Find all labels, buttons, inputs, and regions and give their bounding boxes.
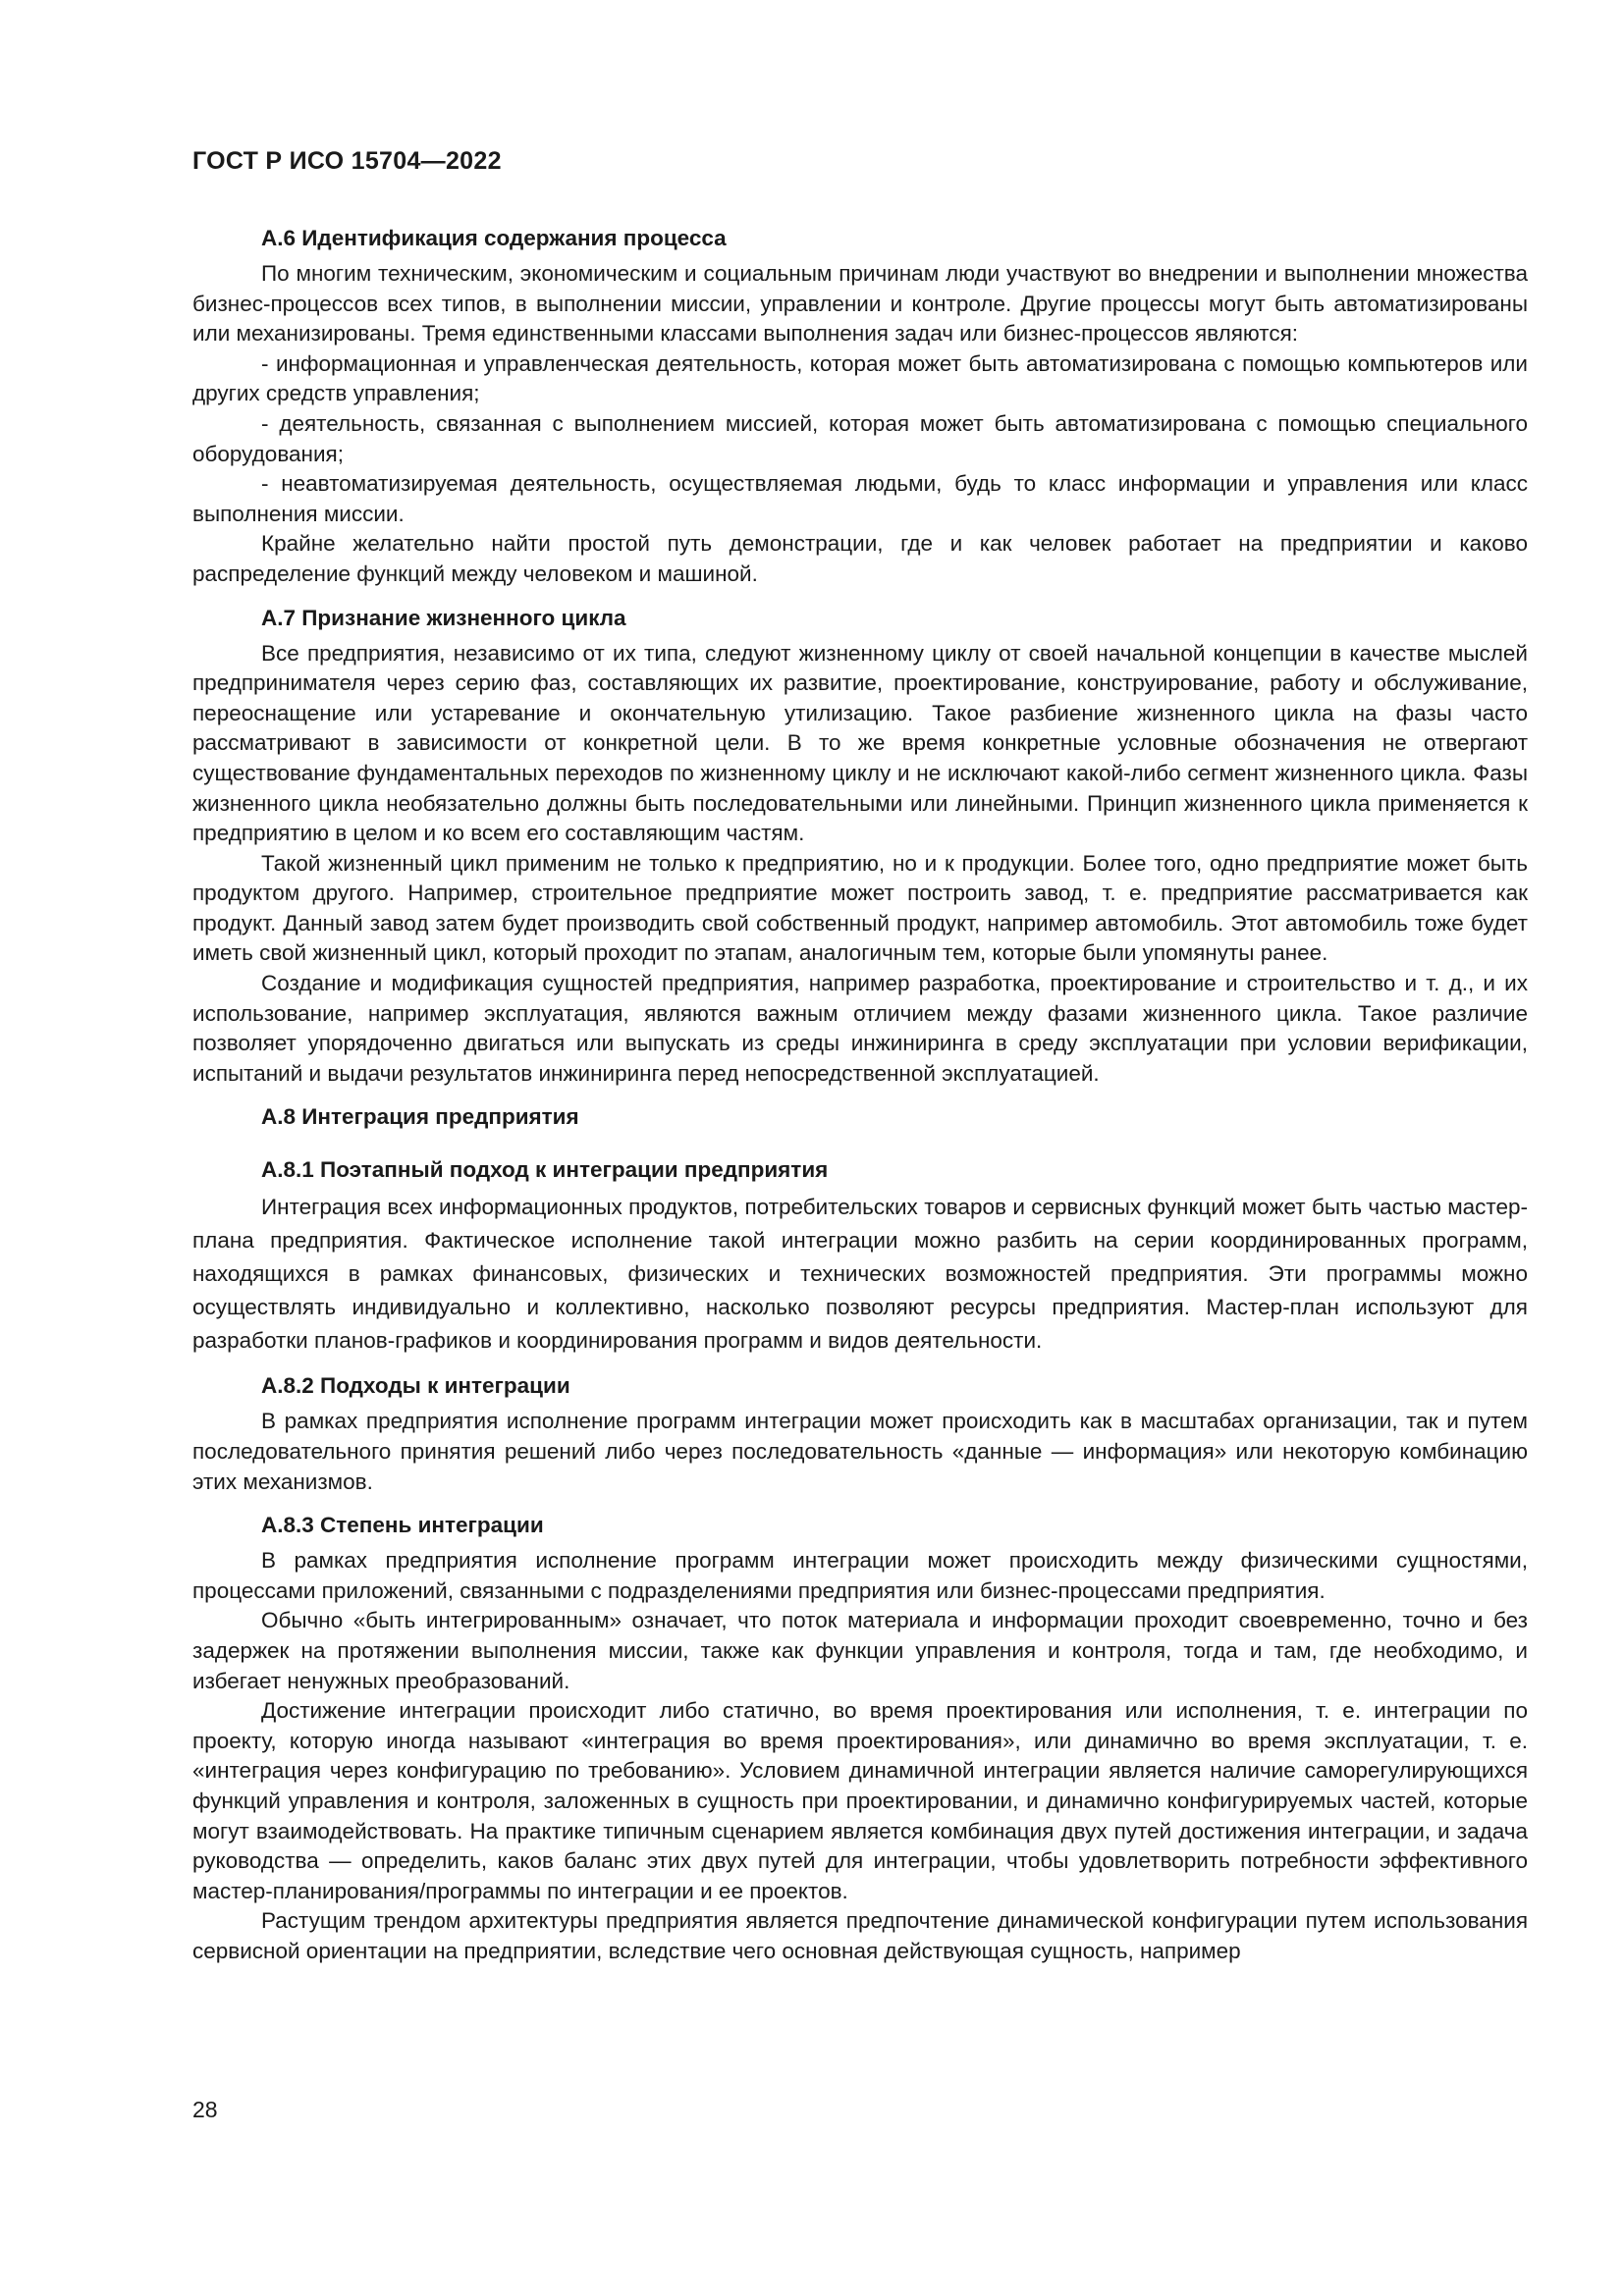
section-a81-heading: А.8.1 Поэтапный подход к интеграции предприятия bbox=[261, 1157, 829, 1183]
section-a6-list-item: - неавтоматизируемая деятельность, осуществляемая людьми, будь то класс информации и управления или класс выполнения миссии. bbox=[192, 471, 1528, 526]
page-content bbox=[192, 224, 1528, 1967]
section-a6-paragraph: Крайне желательно найти простой путь демонстрации, где и как человек работает на предприятии и каково распределение функций между человеком и машиной. bbox=[192, 531, 1528, 586]
section-a6-heading: А.6 Идентификация содержания процесса bbox=[261, 226, 727, 250]
section-a7-paragraph: Создание и модификация сущностей предприятия, например разработка, проектирование и строительство и т. д., и их использование, например эксплуатация, являются важным отличием между фазами жизненного цикла. Такое различие позволяет упорядоченно двигаться или выпускать из среды инжиниринга в среду эксплуатации при условии верификации, испытаний и выдачи результатов инжиниринга перед непосредственной эксплуатацией. bbox=[192, 971, 1528, 1086]
section-a7-paragraph: Все предприятия, независимо от их типа, следуют жизненному циклу от своей начальной концепции в качестве мыслей предпринимателя через серию фаз, составляющих их развитие, проектирование, конструирование, работу и обслуживание, переоснащение или устаревание и окончательную утилизацию. Такое разбиение жизненного цикла на фазы часто рассматривают в зависимости от конкретной цели. В то же время конкретные условные обозначения не отвергают существование фундаментальных переходов по жизненному циклу и не исключают какой-либо сегмент жизненного цикла. Фазы жизненного цикла необязательно должны быть последовательными или линейными. Принцип жизненного цикла применяется к предприятию в целом и ко всем его составляющим частям. bbox=[192, 640, 1528, 846]
section-a6-list-item: - деятельность, связанная с выполнением миссией, которая может быть автоматизирована с помощью специального оборудования; bbox=[192, 410, 1528, 466]
section-a8-heading: А.8 Интеграция предприятия bbox=[261, 1104, 579, 1130]
section-a83-paragraph: Растущим трендом архитектуры предприятия является предпочтение динамической конфигурации путем использования сервисной ориентации на предприятии, вследствие чего основная действующая сущность, например bbox=[192, 1908, 1528, 1963]
section-a7-heading: А.7 Признание жизненного цикла bbox=[261, 605, 626, 630]
standard-header: ГОСТ Р ИСО 15704—2022 bbox=[192, 147, 502, 175]
section-a82-paragraph: В рамках предприятия исполнение программ интеграции может происходить как в масштабах организации, так и путем последовательного принятия решений либо через последовательность «данные — информация» или некоторую комбинацию этих механизмов. bbox=[192, 1409, 1528, 1494]
section-a81-paragraph: Интеграция всех информационных продуктов, потребительских товаров и сервисных функций может быть частью мастер-плана предприятия. Фактическое исполнение такой интеграции можно разбить на серии координированных программ, находящихся в рамках финансовых, физических и технических возможностей предприятия. Эти программы можно осуществлять индивидуально и коллективно, насколько позволяют ресурсы предприятия. Мастер-план используют для разработки планов-графиков и координирования программ и видов деятельности. bbox=[192, 1195, 1528, 1354]
section-a83-paragraph: В рамках предприятия исполнение программ интеграции может происходить между физическими сущностями, процессами приложений, связанными с подразделениями предприятия или бизнес-процессами предприятия. bbox=[192, 1548, 1528, 1603]
section-a7-paragraph: Такой жизненный цикл применим не только к предприятию, но и к продукции. Более того, одно предприятие может быть продуктом другого. Например, строительное предприятие может построить завод, т. е. предприятие рассматривается как продукт. Данный завод затем будет производить свой собственный продукт, например автомобиль. Этот автомобиль тоже будет иметь свой жизненный цикл, который проходит по этапам, аналогичным тем, которые были упомянуты ранее. bbox=[192, 850, 1528, 966]
section-a83-paragraph: Достижение интеграции происходит либо статично, во время проектирования или исполнения, т. е. интеграции по проекту, которую иногда называют «интеграция во время проектирования», или динамично во время эксплуатации, т. е. «интеграция через конфигурацию по требованию». Условием динамичной интеграции является наличие саморегулирующихся функций управления и контроля, заложенных в сущность при проектировании, и динамично конфигурируемых частей, которые могут взаимодействовать. На практике типичным сценарием является комбинация двух путей достижения интеграции, и задача руководства — определить, каков баланс этих двух путей для интеграции, чтобы удовлетворить потребности эффективного мастер-планирования/программы по интеграции и ее проектов. bbox=[192, 1698, 1528, 1903]
section-a83-paragraph: Обычно «быть интегрированным» означает, что поток материала и информации проходит своевременно, точно и без задержек на протяжении выполнения миссии, также как функции управления и контроля, тогда и там, где необходимо, и избегает ненужных преобразований. bbox=[192, 1608, 1528, 1693]
section-a83-heading: А.8.3 Степень интеграции bbox=[261, 1513, 544, 1538]
section-a82-heading: А.8.2 Подходы к интеграции bbox=[261, 1373, 570, 1399]
section-a6-paragraph: По многим техническим, экономическим и социальным причинам люди участвуют во внедрении и выполнении множества бизнес-процессов всех типов, в выполнении миссии, управлении и контроле. Другие процессы могут быть автоматизированы или механизированы. Тремя единственными классами выполнения задач или бизнес-процессов являются: bbox=[192, 261, 1528, 347]
section-a6-list-item: - информационная и управленческая деятельность, которая может быть автоматизирована с помощью компьютеров или других средств управления; bbox=[192, 350, 1528, 406]
page-number: 28 bbox=[192, 2097, 218, 2122]
